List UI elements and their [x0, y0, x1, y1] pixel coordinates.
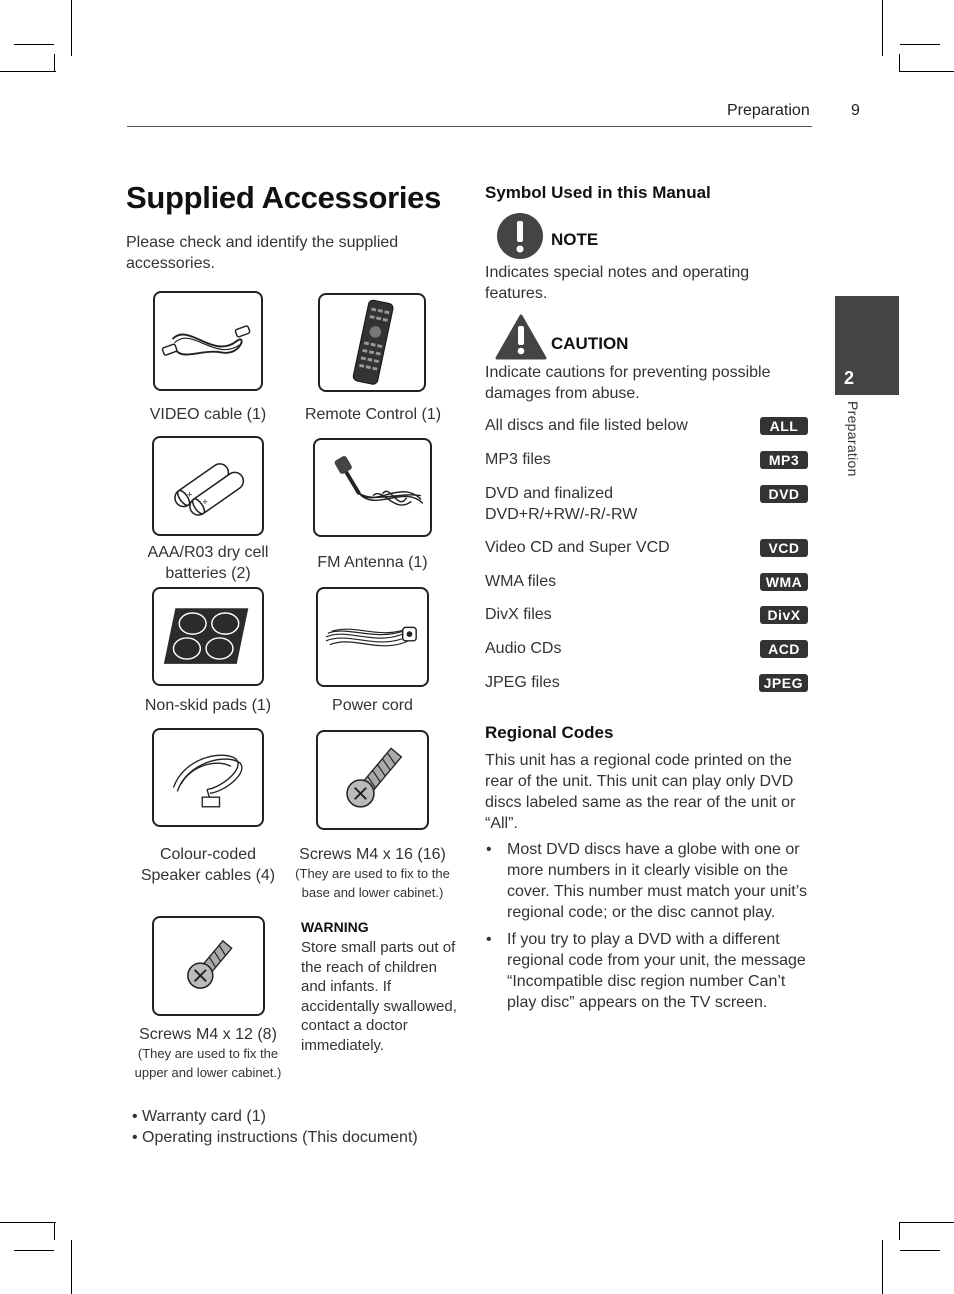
- disc-label: WMA files: [485, 573, 557, 590]
- disc-label: DivX files: [485, 606, 552, 623]
- note-text: Indicates special notes and operating features.: [485, 264, 750, 302]
- page-number: 9: [851, 102, 860, 119]
- disc-label: DVD and finalized DVD+R/+RW/-R/-RW: [485, 485, 638, 523]
- disc-badge: WMA: [760, 573, 808, 591]
- disc-label: MP3 files: [485, 451, 551, 468]
- disc-label: Audio CDs: [485, 640, 562, 657]
- accessory-label: Screws M4 x 16 (16): [299, 846, 446, 863]
- header-rule: [127, 126, 812, 127]
- disc-row: [485, 672, 810, 693]
- symbols-heading: Symbol Used in this Manual: [485, 183, 711, 202]
- accessory-label: Power cord: [332, 697, 413, 714]
- chapter-number: 2: [844, 368, 855, 388]
- warning-title: WARNING: [301, 919, 369, 935]
- disc-row: [485, 638, 810, 659]
- accessory-note: (They are used to fix the upper and lower cabinet.): [134, 1046, 282, 1080]
- page-title: Supplied Accessories: [126, 180, 442, 215]
- speaker-cables-icon: [152, 728, 264, 827]
- caution-label: CAUTION: [551, 334, 629, 353]
- crop-mark: [14, 1250, 54, 1251]
- non-skid-pads-icon: [152, 587, 264, 686]
- chapter-label-text: Preparation: [845, 401, 861, 477]
- warning-triangle-icon: [495, 314, 547, 360]
- accessory-label: Screws M4 x 12 (8): [139, 1026, 277, 1043]
- screw-icon: [152, 916, 265, 1016]
- warning-text: Store small parts out of the reach of children and infants. If accidentally swallowed, contact a doctor immediately.: [301, 939, 457, 1054]
- accessory-note: (They are used to fix to the base and lower cabinet.): [295, 866, 450, 900]
- chapter-tab: [835, 296, 899, 395]
- note-label: NOTE: [551, 230, 599, 249]
- list-item: • Operating instructions (This document): [132, 1127, 418, 1148]
- crop-mark: [54, 54, 55, 72]
- disc-badge: DivX: [760, 606, 808, 624]
- accessory-label: AAA/R03 dry cell batteries (2): [147, 544, 269, 582]
- running-head: Preparation: [727, 102, 810, 119]
- list-item: • Most DVD discs have a globe with one or more numbers in it clearly visible on the cover. This number must match your unit’s regional code; or the disc cannot play.: [485, 839, 815, 923]
- screw-icon: [316, 730, 429, 830]
- crop-mark: [899, 1222, 954, 1223]
- crop-mark: [0, 1222, 56, 1223]
- disc-label: All discs and file listed below: [485, 417, 688, 434]
- accessory-label: VIDEO cable (1): [149, 406, 267, 423]
- list-item: • If you try to play a DVD with a different regional code from your unit, the message “Incompatible disc region number Can’t play disc” appears on the TV screen.: [485, 929, 815, 1013]
- disc-row: [485, 483, 810, 525]
- disc-row: [485, 449, 810, 470]
- regional-heading: Regional Codes: [485, 723, 614, 742]
- extras-list: [132, 1106, 418, 1148]
- fm-antenna-icon: [313, 438, 432, 537]
- exclamation-circle-icon: [496, 212, 544, 260]
- crop-mark: [882, 1240, 883, 1294]
- disc-badge: DVD: [760, 485, 808, 503]
- list-item: • Warranty card (1): [132, 1106, 418, 1127]
- chapter-label: [843, 401, 863, 501]
- batteries-icon: [152, 436, 264, 536]
- video-cable-icon: [153, 291, 263, 391]
- regional-bullets: [485, 839, 815, 1019]
- accessory-label: Non-skid pads (1): [144, 697, 272, 714]
- intro-text: Please check and identify the supplied accessories.: [126, 234, 399, 272]
- crop-mark: [882, 0, 883, 56]
- disc-badge: VCD: [760, 539, 808, 557]
- crop-mark: [899, 1222, 900, 1240]
- accessory-label: FM Antenna (1): [317, 554, 428, 571]
- disc-row: [485, 537, 810, 558]
- disc-row: [485, 415, 810, 436]
- crop-mark: [71, 1240, 72, 1294]
- disc-row: [485, 571, 810, 592]
- crop-mark: [54, 1222, 55, 1240]
- svg-text:+: +: [202, 497, 208, 509]
- crop-mark: [900, 1250, 940, 1251]
- crop-mark: [71, 0, 72, 56]
- crop-mark: [0, 71, 56, 72]
- crop-mark: [899, 71, 954, 72]
- regional-paragraph: This unit has a regional code printed on the rear of the unit. This unit can play only DVD discs labeled same as the rear of the unit or “All”.: [485, 752, 796, 832]
- svg-text:+: +: [186, 489, 193, 501]
- disc-label: Video CD and Super VCD: [485, 539, 670, 556]
- accessory-label: Remote Control (1): [304, 406, 442, 423]
- disc-badge: ACD: [760, 640, 808, 658]
- crop-mark: [899, 54, 900, 72]
- disc-badge: JPEG: [759, 674, 808, 692]
- accessory-label: Colour-coded Speaker cables (4): [140, 846, 276, 884]
- disc-label: JPEG files: [485, 674, 560, 691]
- disc-badge: ALL: [760, 417, 808, 435]
- power-cord-icon: [316, 587, 429, 687]
- caution-text: Indicate cautions for preventing possible damages from abuse.: [485, 364, 771, 402]
- disc-row: [485, 604, 810, 625]
- crop-mark: [14, 44, 54, 45]
- crop-mark: [900, 44, 940, 45]
- disc-badge: MP3: [760, 451, 808, 469]
- remote-control-icon: [318, 293, 426, 392]
